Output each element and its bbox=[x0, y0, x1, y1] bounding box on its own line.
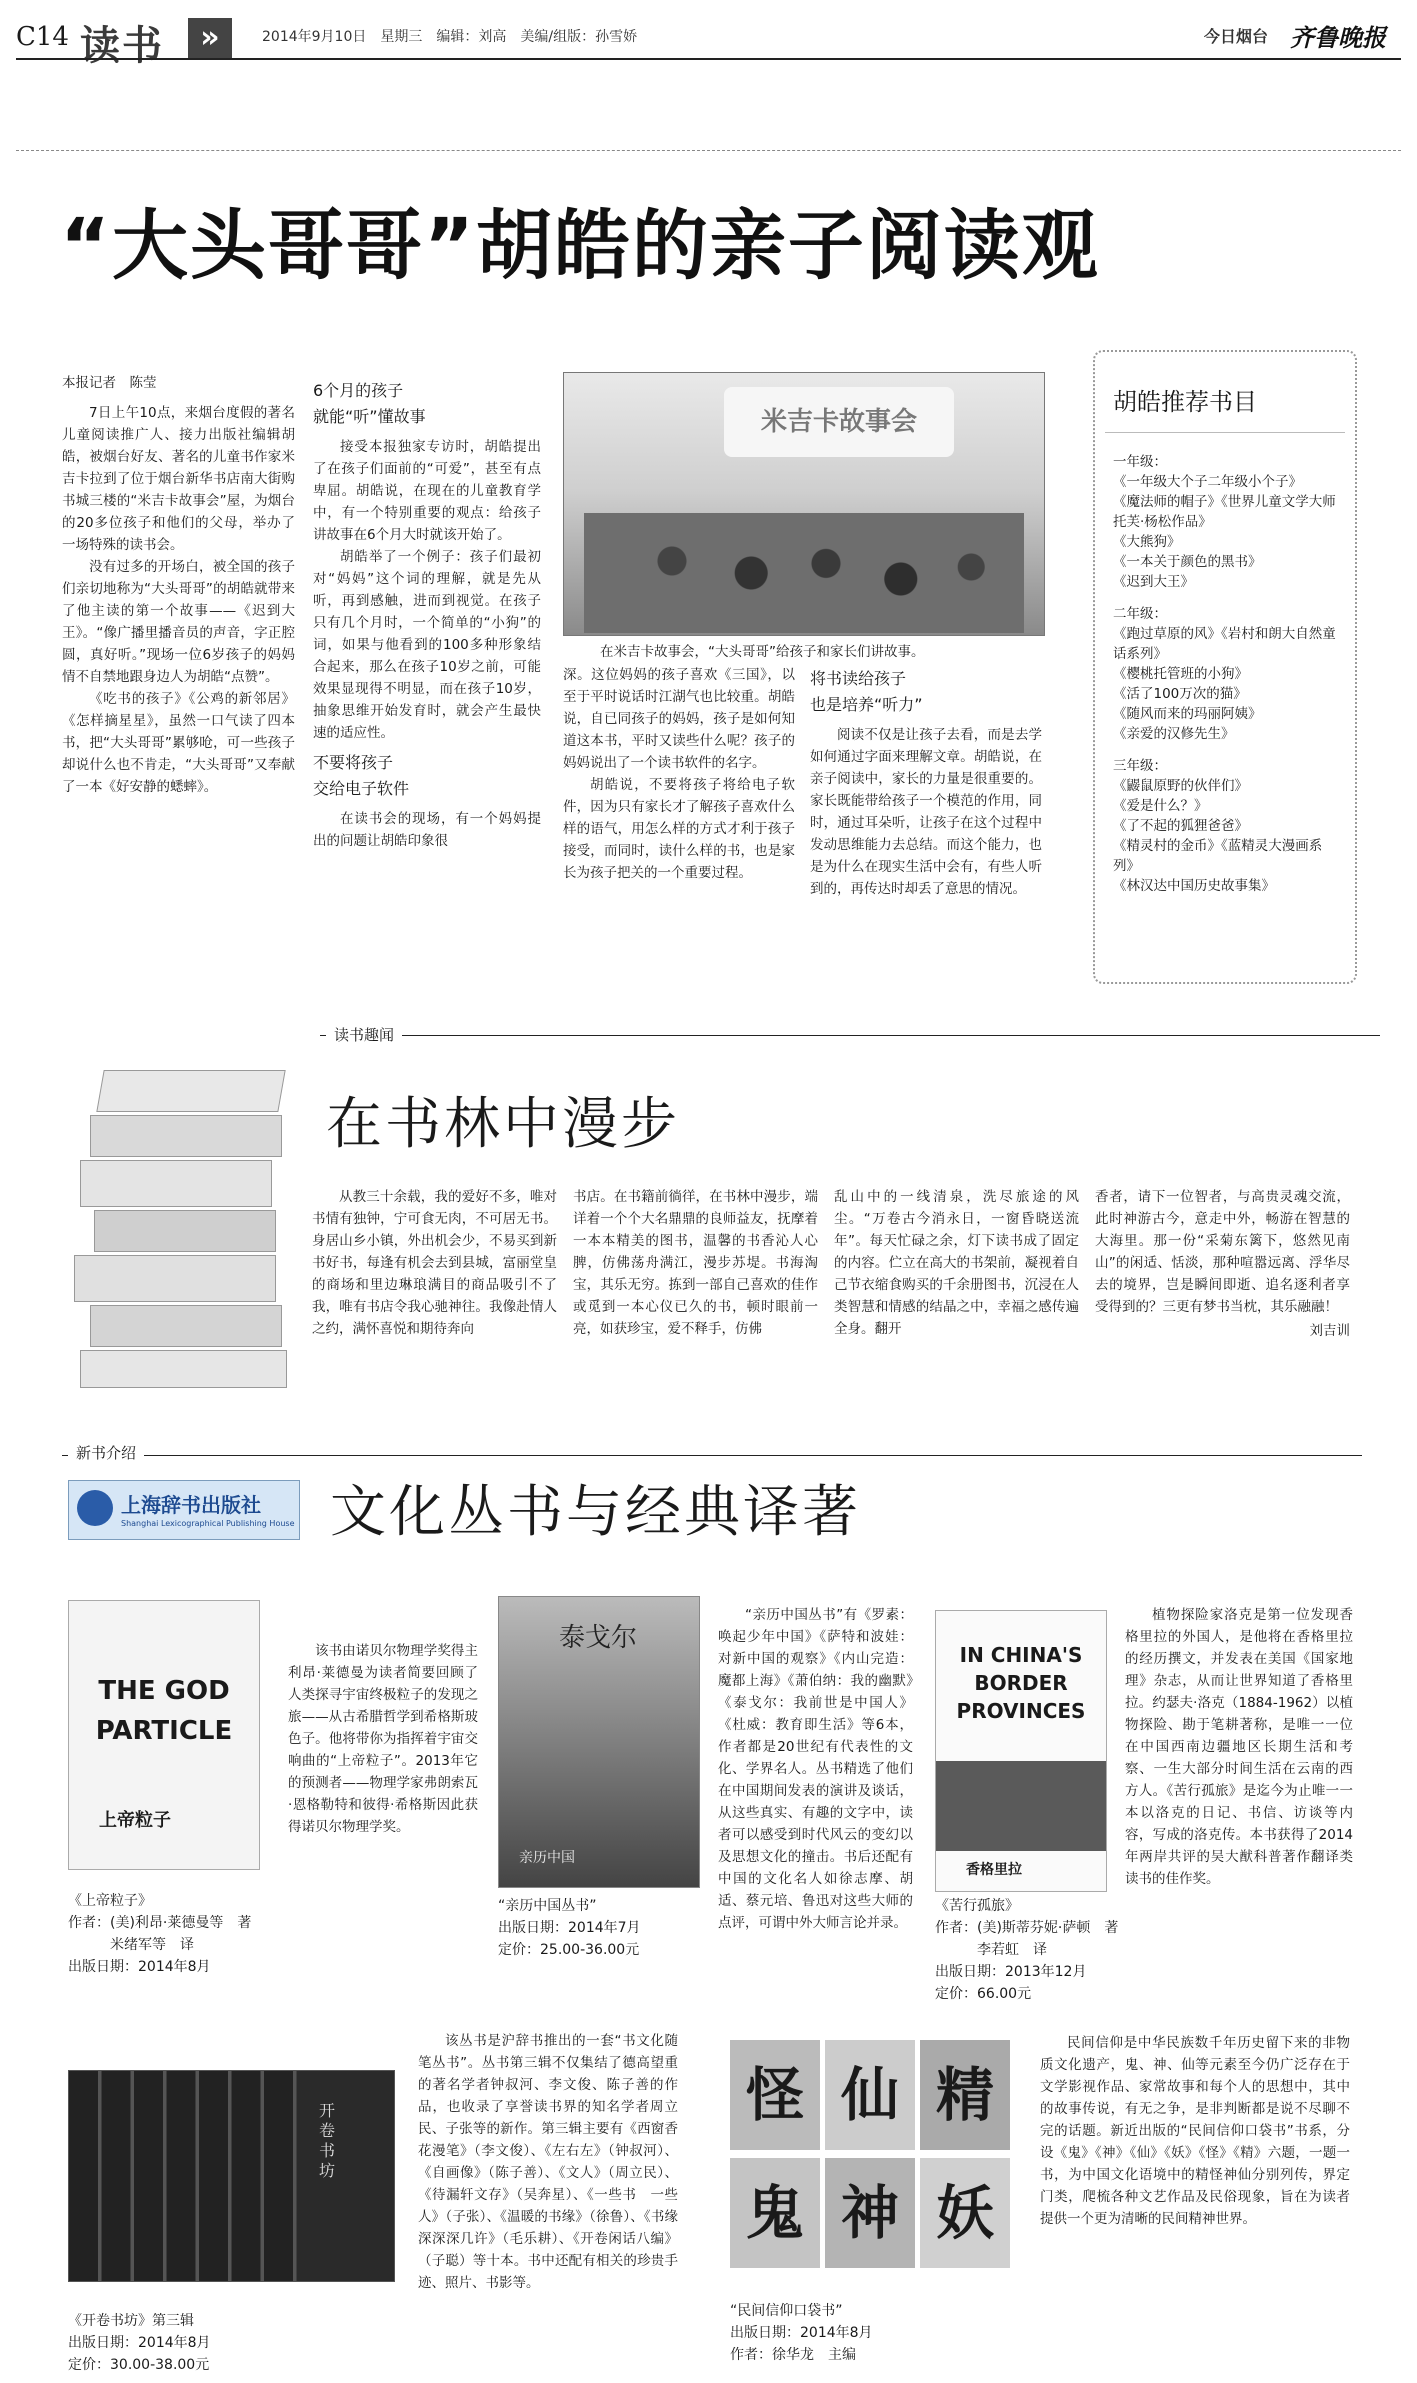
cover-char: 妖 bbox=[920, 2158, 1010, 2268]
section-name: 读书 bbox=[80, 23, 164, 69]
essay-kicker: 读书趣闻 bbox=[326, 1024, 402, 1045]
book-item: 《迟到大王》 bbox=[1113, 574, 1194, 590]
article-column-3 bbox=[563, 664, 795, 884]
book-item: 《随风而来的玛丽阿姨》 bbox=[1113, 706, 1262, 722]
paragraph: 深。这位妈妈的孩子喜欢《三国》，以至于平时说话时江湖气也比较重。胡皓说，自已同孩子的妈妈，孩子是如何知道这本书，平时又读些什么呢？孩子的妈妈说出了一个读书软件的名字。 bbox=[563, 667, 795, 771]
paper-logo: 齐鲁晚报 bbox=[1290, 23, 1386, 52]
essay-column-2 bbox=[573, 1186, 818, 1340]
publisher-logo bbox=[68, 1480, 300, 1540]
paragraph: “亲历中国丛书”有《罗素：唤起少年中国》《萨特和波娃：对新中国的观察》《内山完造：魔都上海》《萧伯纳：我的幽默》《泰戈尔：我前世是中国人》《杜威：教育即生活》等6本，作者都是20世纪有代表性的文化、学界名人。丛书精选了他们在中国期间发表的演讲及谈话，从这些真实、有趣的文字中，读者可以感受到时代风云的变幻以及思想文化的撞击。书后还配有中国的文化名人如徐志摩、胡适、蔡元培、鲁迅对这些大师的点评，可谓中外大师言论并录。 bbox=[718, 1607, 913, 1931]
book-item: 《了不起的狐狸爸爸》 bbox=[1113, 818, 1248, 834]
cover-subtitle: 香格里拉 bbox=[966, 1862, 1022, 1878]
subheading: 不要将孩子 交给电子软件 bbox=[313, 753, 410, 798]
cover-char: 仙 bbox=[825, 2040, 915, 2150]
essay-author: 刘吉训 bbox=[1309, 1323, 1350, 1339]
article-column-4 bbox=[810, 664, 1042, 900]
event-photo bbox=[563, 372, 1045, 636]
books-stack-illustration bbox=[60, 1050, 310, 1390]
paragraph: 乱山中的一线清泉，洗尽旅途的风尘。“万卷古今消永日，一窗昏晓送流年”。每天忙碌之余，灯下读书成了固定的内容。伫立在高大的书架前，凝视着自己节衣缩食购买的千余册图书，沉浸在人类智慧和情感的结晶之中，幸福之感传遍全身。翻开 bbox=[834, 1189, 1079, 1337]
newbooks-title: 文化丛书与经典译著 bbox=[330, 1480, 861, 1545]
book-desc-god-particle bbox=[288, 1640, 478, 1838]
book-item: 《活了100万次的猫》 bbox=[1113, 686, 1247, 702]
book-item: 《一本关于颜色的黑书》 bbox=[1113, 554, 1262, 570]
book-cover-god-particle bbox=[68, 1600, 260, 1870]
edition-label: 今日烟台 bbox=[1204, 27, 1269, 46]
publisher-name: 上海辞书出版社 bbox=[121, 1493, 261, 1517]
publisher-name-en: Shanghai Lexicographical Publishing House bbox=[121, 1519, 295, 1528]
recommendation-list bbox=[1113, 452, 1341, 896]
book-item: 《精灵村的金币》《蓝精灵大漫画系列》 bbox=[1113, 838, 1323, 874]
book-item: 《亲爱的汉修先生》 bbox=[1113, 726, 1235, 742]
cover-char: 怪 bbox=[730, 2040, 820, 2150]
book-cover-folk-belief bbox=[730, 2040, 1015, 2280]
cover-title: THE GOD PARTICLE bbox=[95, 1676, 233, 1746]
book-cover-china-border bbox=[935, 1610, 1107, 1892]
book-item: 《大熊狗》 bbox=[1113, 534, 1181, 550]
grade-group: 二年级： 《跑过草原的风》《岩村和朗大自然童话系列》 《樱桃托管班的小狗》 《活了100万次的猫》 《随风而来的玛丽阿姨》 《亲爱的汉修先生》 bbox=[1113, 604, 1341, 744]
book-desc-folk-belief bbox=[1040, 2032, 1350, 2230]
cover-title: IN CHINA'S BORDER PROVINCES bbox=[956, 1643, 1086, 1723]
recommendation-box bbox=[1093, 350, 1357, 984]
book-meta-folk-belief: “民间信仰口袋书” 出版日期：2014年8月 作者：徐华龙 主编 bbox=[730, 2303, 873, 2363]
book-item: 《樱桃托管班的小狗》 bbox=[1113, 666, 1248, 682]
book-item: 《林汉达中国历史故事集》 bbox=[1113, 878, 1275, 894]
date-line: 2014年9月10日 星期三 编辑：刘高 美编/组版：孙雪娇 bbox=[262, 29, 638, 45]
essay-column-4 bbox=[1095, 1186, 1350, 1342]
paragraph: 从教三十余载，我的爱好不多，唯对书情有独钟，宁可食无肉，不可居无书。身居山乡小镇，外出机会少，不易买到新书好书，每逢有机会去到县城，富丽堂皇的商场和里边琳琅满目的商品吸引不了我，唯有书店令我心驰神往。我像赴情人之约，满怀喜悦和期待奔向 bbox=[312, 1189, 557, 1337]
paragraph: 没有过多的开场白，被全国的孩子们亲切地称为“大头哥哥”的胡皓就带来了他主读的第一个故事——《迟到大王》。“像广播里播音员的声音，字正腔圆，真好听。”现场一位6岁孩子的妈妈情不自禁地跟身边人为胡皓“点赞”。 bbox=[62, 559, 295, 685]
book-item: 《魔法师的帽子》《世界儿童文学大师托芙·杨松作品》 bbox=[1113, 494, 1336, 530]
chevron-right-icon: » bbox=[188, 18, 232, 58]
article-column-2 bbox=[313, 372, 541, 852]
cover-char: 神 bbox=[825, 2158, 915, 2268]
grade-group: 一年级： 《一年级大个子二年级小个子》 《魔法师的帽子》《世界儿童文学大师托芙·杨松作品》 《大熊狗》 《一本关于颜色的黑书》 《迟到大王》 bbox=[1113, 452, 1341, 592]
paragraph: 植物探险家洛克是第一位发现香格里拉的外国人，是他将在香格里拉的经历撰文，并发表在美国《国家地理》杂志，从而让世界知道了香格里拉。约瑟夫·洛克（1884-1962）以植物探险、勘于笔耕著称，是唯一一位在中国西南边疆地区长期生活和考察、一生大部分时间生活在云南的西方人。《苦行孤旅》是迄今为止唯一一本以洛克的日记、书信、访谈等内容，写成的洛克传。本书获得了2014年两岸共评的吴大猷科普著作翻译类读书的佳作奖。 bbox=[1125, 1607, 1353, 1887]
newbooks-kicker: 新书介绍 bbox=[68, 1442, 144, 1463]
grade-group: 三年级： 《鼹鼠原野的伙伴们》 《爱是什么？》 《了不起的狐狸爸爸》 《精灵村的金币》《蓝精灵大漫画系列》 《林汉达中国历史故事集》 bbox=[1113, 756, 1341, 896]
paragraph: 民间信仰是中华民族数千年历史留下来的非物质文化遗产，鬼、神、仙等元素至今仍广泛存在于文学影视作品、家常故事和每个人的思想中，其中的故事传说，有无之争，是非判断都是说不尽聊不完的话题。新近出版的“民间信仰口袋书”书系，分设《鬼》《神》《仙》《妖》《怪》《精》六题，一题一书，为中国文化语境中的精怪神仙分别列传，界定门类，爬梳各种文艺作品及民俗现象，旨在为读者提供一个更为清晰的民间精神世界。 bbox=[1040, 2035, 1350, 2227]
article-column-1 bbox=[62, 372, 295, 798]
paragraph: 该丛书是沪辞书推出的一套“书文化随笔丛书”。丛书第三辑不仅集结了德高望重的著名学者钟叔河、李文俊、陈子善的作品，也收录了享誉读书界的知名学者周立民、子张等的新作。第三辑主要有《西窗香花漫笔》（李文俊）、《左右左》（钟叔河）、《自画像》（陈子善）、《文人》（周立民）、《待漏轩文存》（吴奔星）、《一些书 一些人》（子张）、《温暖的书缘》（徐鲁）、《书缘深深深几许》（毛乐耕）、《开卷闲话八编》（子聪）等十本。书中还配有相关的珍贵手迹、照片、书影等。 bbox=[418, 2033, 678, 2291]
book-desc-kaijuan bbox=[418, 2030, 678, 2294]
article-title: “大头哥哥”胡皓的亲子阅读观 bbox=[60, 201, 1100, 290]
paragraph: 香者，请下一位智者，与高贵灵魂交流，此时神游古今，意走中外，畅游在智慧的大海里。那一份“采菊东篱下，悠然见南山”的闲适、恬淡，那种喧嚣远离、浮华尽去的境界，岂是瞬间即逝、追名逐利者享受得到的？三更有梦书当枕，其乐融融！ bbox=[1095, 1189, 1350, 1315]
essay-column-1 bbox=[312, 1186, 557, 1340]
essay-title: 在书林中漫步 bbox=[326, 1092, 680, 1157]
book-item: 《跑过草原的风》《岩村和朗大自然童话系列》 bbox=[1113, 626, 1336, 662]
book-meta-china-border: 《苦行孤旅》 作者：(美)斯蒂芬妮·萨顿 著 李若虹 译 出版日期：2013年12月 定价：66.00元 bbox=[935, 1898, 1119, 2002]
essay-column-3 bbox=[834, 1186, 1079, 1340]
page-number: C14 bbox=[16, 22, 69, 52]
book-cover-kaijuan bbox=[68, 2070, 395, 2282]
paragraph: 《吃书的孩子》《公鸡的新邻居》《怎样摘星星》，虽然一口气读了四本书，把“大头哥哥”累够呛，可一些孩子却说什么也不肯走，“大头哥哥”又奉献了一本《好安静的蟋蟀》。 bbox=[62, 691, 295, 795]
photo-banner: 米吉卡故事会 bbox=[724, 387, 954, 457]
book-meta-china-series: “亲历中国丛书” 出版日期：2014年7月 定价：25.00-36.00元 bbox=[498, 1898, 641, 1958]
book-cover-china-series bbox=[498, 1596, 700, 1888]
paragraph: 胡皓举了一个例子：孩子们最初对“妈妈”这个词的理解，就是先从听，再到感触，进而到视觉。在孩子只有几个月时，一个简单的“小狗”的词，如果与他看到的100多种形象结合起来，那么在孩子10岁之前，可能效果显现得不明显，而在孩子10岁，抽象思维开始发育时，就会产生最快速的适应性。 bbox=[313, 549, 541, 741]
book-item: 《一年级大个子二年级小个子》 bbox=[1113, 474, 1302, 490]
book-item: 《爱是什么？》 bbox=[1113, 798, 1208, 814]
paragraph: 书店。在书籍前徜徉，在书林中漫步，端详着一个个大名鼎鼎的良师益友，抚摩着一本本精美的图书，温馨的书香沁人心脾，仿佛荡舟满江，漫步苏堤。书海淘宝，其乐无穷。拣到一部自己喜欢的佳作或觅到一本心仪已久的书，顿时眼前一亮，如获珍宝，爱不释手，仿佛 bbox=[573, 1189, 818, 1337]
cover-title: 开卷书坊 bbox=[319, 2101, 336, 2180]
paragraph: 7日上午10点，来烟台度假的著名儿童阅读推广人、接力出版社编辑胡皓，被烟台好友、著名的儿童书作家米吉卡拉到了位于烟台新华书店南大街购书城三楼的“米吉卡故事会”屋，为烟台的20多位孩子和他们的父母，举办了一场特殊的读书会。 bbox=[62, 405, 295, 553]
paragraph: 胡皓说，不要将孩子将给电子软件，因为只有家长才了解孩子喜欢什么样的语气，用怎么样的方式才利于孩子接受，而同时，读什么样的书，也是家长为孩子把关的一个重要过程。 bbox=[563, 777, 795, 881]
paragraph: 在读书会的现场，有一个妈妈提出的问题让胡皓印象很 bbox=[313, 811, 541, 849]
book-desc-china-series bbox=[718, 1604, 913, 1934]
cover-char: 精 bbox=[920, 2040, 1010, 2150]
photo-caption: 在米吉卡故事会，“大头哥哥”给孩子和家长们讲故事。 bbox=[600, 644, 925, 660]
subheading: 6个月的孩子 就能“听”懂故事 bbox=[313, 381, 426, 426]
paragraph: 阅读不仅是让孩子去看，而是去学如何通过字面来理解文章。胡皓说，在亲子阅读中，家长的力量是很重要的。家长既能带给孩子一个模范的作用，同时，通过耳朵听，让孩子在这个过程中发动思维能力去总结。而这个能力，也是为什么在现实生活中会有，有些人听到的，再传达时却丢了意思的情况。 bbox=[810, 727, 1042, 897]
paragraph: 接受本报独家专访时，胡皓提出了在孩子们面前的“可爱”，甚至有点卑屈。胡皓说，在现在的儿童教育学中，有一个特别重要的观点：给孩子讲故事在6个月大时就该开始了。 bbox=[313, 439, 541, 543]
book-meta-god-particle: 《上帝粒子》 作者：(美)利昂·莱德曼等 著 米绪军等 译 出版日期：2014年8月 bbox=[68, 1893, 252, 1975]
publisher-icon bbox=[77, 1490, 113, 1526]
section-tag bbox=[80, 12, 240, 69]
byline: 本报记者 陈莹 bbox=[62, 375, 157, 391]
cover-subtitle: 上帝粒子 bbox=[99, 1810, 171, 1831]
subheading: 将书读给孩子 也是培养“听力” bbox=[810, 669, 923, 714]
paragraph: 该书由诺贝尔物理学奖得主利昂·莱德曼为读者简要回顾了人类探寻宇宙终极粒子的发现之旅——从古希腊哲学到希格斯玻色子。他将带你为指挥着宇宙交响曲的“上帝粒子”。2013年它的预测者——物理学家弗朗索瓦·恩格勒特和彼得·希格斯因此获得诺贝尔物理学奖。 bbox=[288, 1643, 478, 1835]
book-desc-china-border bbox=[1125, 1604, 1353, 1890]
recommendation-title: 胡皓推荐书目 bbox=[1113, 388, 1257, 416]
cover-subtitle: 亲历中国 bbox=[519, 1850, 575, 1866]
page-header bbox=[0, 0, 1417, 80]
cover-char: 鬼 bbox=[730, 2158, 820, 2268]
book-item: 《鼹鼠原野的伙伴们》 bbox=[1113, 778, 1248, 794]
book-meta-kaijuan: 《开卷书坊》第三辑 出版日期：2014年8月 定价：30.00-38.00元 bbox=[68, 2313, 211, 2373]
cover-title: 泰戈尔 bbox=[559, 1623, 638, 1653]
